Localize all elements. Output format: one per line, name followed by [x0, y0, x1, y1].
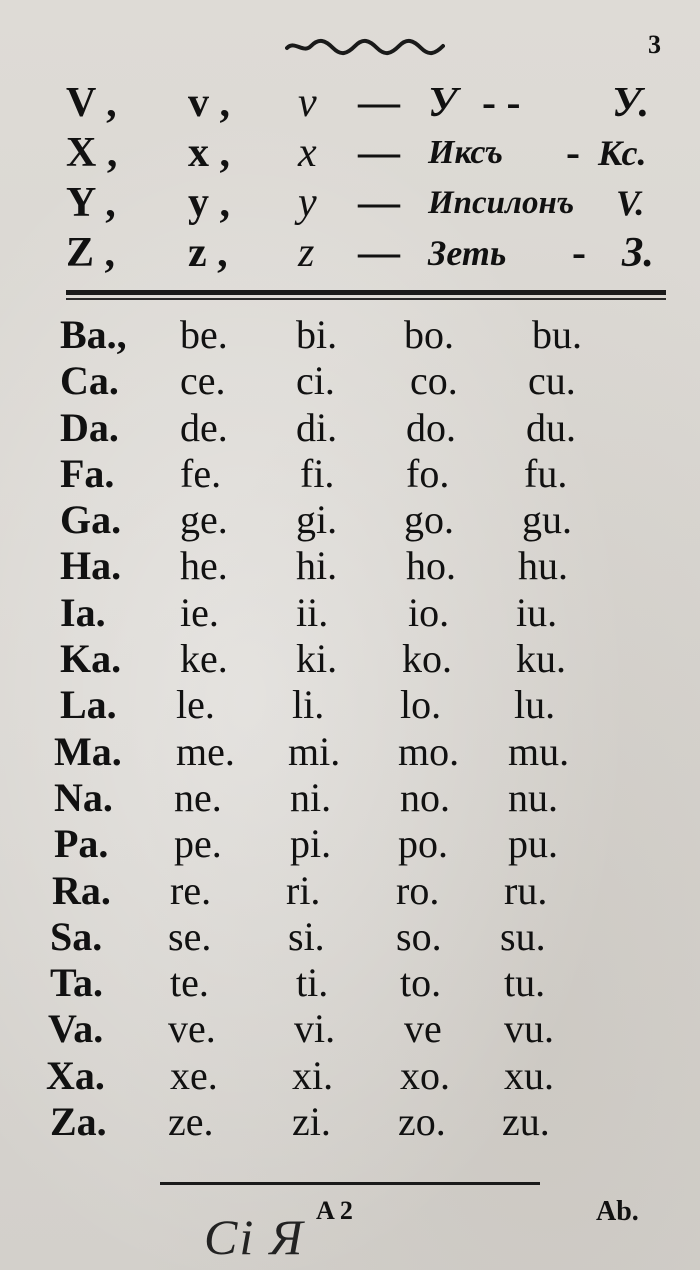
handwritten-note: Ci Я	[204, 1209, 305, 1265]
letter-sound: У.	[612, 80, 650, 126]
syllable-row	[0, 868, 700, 914]
syllable: xu.	[504, 1052, 554, 1098]
syllable-row	[0, 914, 700, 960]
syllable: te.	[170, 960, 209, 1006]
syllable: vi.	[294, 1006, 336, 1052]
syllable: bo.	[404, 312, 454, 357]
italic-letter: z	[298, 230, 315, 276]
syllable: hu.	[518, 543, 568, 589]
syllable: ku.	[516, 636, 566, 682]
signature-mark: A 2	[316, 1196, 353, 1225]
syllable: no.	[400, 774, 450, 820]
catchword: Ab.	[596, 1196, 639, 1227]
syllable: Ia.	[60, 589, 106, 635]
syllable: xo.	[400, 1052, 450, 1098]
separator: -	[572, 230, 586, 276]
syllable: mi.	[288, 728, 341, 774]
syllable-table	[0, 312, 700, 1145]
syllable: Ca.	[60, 358, 119, 404]
syllable: Ga.	[60, 497, 122, 543]
italic-letter: v	[298, 80, 317, 126]
alphabet-table	[0, 78, 700, 278]
bottom-rule	[160, 1182, 540, 1185]
syllable-row	[0, 1099, 700, 1145]
syllable: nu.	[508, 774, 558, 820]
syllable: ho.	[406, 543, 456, 589]
syllable: ri.	[286, 867, 321, 913]
syllable: so.	[396, 913, 442, 959]
syllable: Ta.	[50, 960, 104, 1006]
syllable-row	[0, 1006, 700, 1052]
ornament-icon	[285, 36, 445, 58]
alphabet-row	[0, 128, 700, 178]
syllable: ci.	[296, 358, 335, 404]
syllable: gi.	[296, 497, 338, 543]
syllable: be.	[180, 312, 228, 357]
syllable: ni.	[290, 774, 332, 820]
double-rule	[66, 290, 666, 295]
separator: - -	[482, 80, 521, 126]
syllable: ii.	[296, 589, 329, 635]
syllable: xi.	[292, 1052, 334, 1098]
syllable-row	[0, 1053, 700, 1099]
syllable: gu.	[522, 497, 572, 543]
syllable: zi.	[292, 1099, 331, 1145]
syllable: ti.	[296, 960, 329, 1006]
upper-letter: Y ,	[66, 180, 116, 226]
syllable: mu.	[508, 728, 570, 774]
syllable: ne.	[174, 774, 222, 820]
syllable: fu.	[524, 450, 568, 496]
letter-name: У	[428, 80, 458, 126]
syllable: su.	[500, 913, 546, 959]
italic-letter: y	[298, 180, 317, 226]
syllable: Ma.	[54, 728, 122, 774]
syllable-row	[0, 497, 700, 543]
syllable: pu.	[508, 821, 558, 867]
syllable: Na.	[54, 774, 113, 820]
syllable: lo.	[400, 682, 442, 728]
syllable: pe.	[174, 821, 222, 867]
syllable: Pa.	[54, 821, 109, 867]
syllable: vu.	[504, 1006, 554, 1052]
syllable: de.	[180, 404, 228, 450]
syllable: tu.	[504, 960, 546, 1006]
syllable: lu.	[514, 682, 556, 728]
syllable: se.	[168, 913, 212, 959]
syllable: fi.	[300, 450, 335, 496]
page-number: 3	[648, 30, 661, 59]
syllable-row	[0, 312, 700, 358]
syllable: ze.	[168, 1099, 214, 1145]
syllable: le.	[176, 682, 215, 728]
syllable: re.	[170, 867, 212, 913]
syllable: xe.	[170, 1052, 218, 1098]
syllable: Ra.	[52, 867, 111, 913]
syllable: zu.	[502, 1099, 550, 1145]
syllable: hi.	[296, 543, 338, 589]
lower-letter: y ,	[188, 180, 230, 226]
syllable-row	[0, 590, 700, 636]
upper-letter: X ,	[66, 130, 118, 176]
syllable: io.	[408, 589, 450, 635]
syllable: ce.	[180, 358, 226, 404]
syllable: cu.	[528, 358, 576, 404]
syllable: Ba.,	[60, 312, 127, 357]
syllable: go.	[404, 497, 454, 543]
syllable: ve.	[168, 1006, 216, 1052]
syllable-row	[0, 682, 700, 728]
syllable-row	[0, 451, 700, 497]
syllable: di.	[296, 404, 338, 450]
separator: -	[566, 130, 580, 176]
syllable: co.	[410, 358, 458, 404]
syllable: Ka.	[60, 636, 122, 682]
syllable: ie.	[180, 589, 219, 635]
letter-sound: З.	[622, 230, 654, 276]
dash: —	[358, 180, 400, 226]
syllable-row	[0, 775, 700, 821]
syllable-row	[0, 636, 700, 682]
syllable: du.	[526, 404, 576, 450]
syllable: bi.	[296, 312, 338, 357]
syllable: Ha.	[60, 543, 122, 589]
syllable: ru.	[504, 867, 548, 913]
syllable-row	[0, 358, 700, 404]
italic-letter: x	[298, 130, 317, 176]
syllable: zo.	[398, 1099, 446, 1145]
syllable: to.	[400, 960, 442, 1006]
syllable: fe.	[180, 450, 222, 496]
syllable: fo.	[406, 450, 450, 496]
upper-letter: Z ,	[66, 230, 116, 276]
lower-letter: v ,	[188, 80, 230, 126]
syllable: do.	[406, 404, 456, 450]
alphabet-row	[0, 228, 700, 278]
dash: —	[358, 130, 400, 176]
letter-sound: V.	[616, 183, 645, 223]
dash: —	[358, 230, 400, 276]
syllable: li.	[292, 682, 325, 728]
syllable: me.	[176, 728, 235, 774]
syllable: Da.	[60, 404, 119, 450]
syllable-row	[0, 729, 700, 775]
syllable: ke.	[180, 636, 228, 682]
syllable: Xa.	[46, 1052, 105, 1098]
syllable: mo.	[398, 728, 460, 774]
syllable: ve	[404, 1006, 442, 1052]
syllable: bu.	[532, 312, 582, 357]
alphabet-row	[0, 78, 700, 128]
syllable: si.	[288, 913, 325, 959]
lower-letter: x ,	[188, 130, 230, 176]
syllable: he.	[180, 543, 228, 589]
upper-letter: V ,	[66, 80, 117, 126]
syllable: ki.	[296, 636, 338, 682]
syllable: Va.	[48, 1006, 104, 1052]
syllable-row	[0, 543, 700, 589]
syllable-row	[0, 405, 700, 451]
dash: —	[358, 80, 400, 126]
syllable: Sa.	[50, 913, 103, 959]
lower-letter: z ,	[188, 230, 228, 276]
syllable: Fa.	[60, 450, 115, 496]
syllable: iu.	[516, 589, 558, 635]
letter-name: Иксъ	[428, 134, 503, 171]
syllable: Za.	[50, 1099, 107, 1145]
syllable: po.	[398, 821, 448, 867]
syllable: ro.	[396, 867, 440, 913]
letter-sound: Кс.	[598, 133, 647, 173]
letter-name: Ипсилонъ	[428, 185, 575, 221]
alphabet-row	[0, 178, 700, 228]
syllable-row	[0, 821, 700, 867]
syllable: ge.	[180, 497, 228, 543]
syllable: La.	[60, 682, 117, 728]
syllable: pi.	[290, 821, 332, 867]
syllable-row	[0, 960, 700, 1006]
syllable: ko.	[402, 636, 452, 682]
letter-name: Зеть	[428, 233, 507, 273]
